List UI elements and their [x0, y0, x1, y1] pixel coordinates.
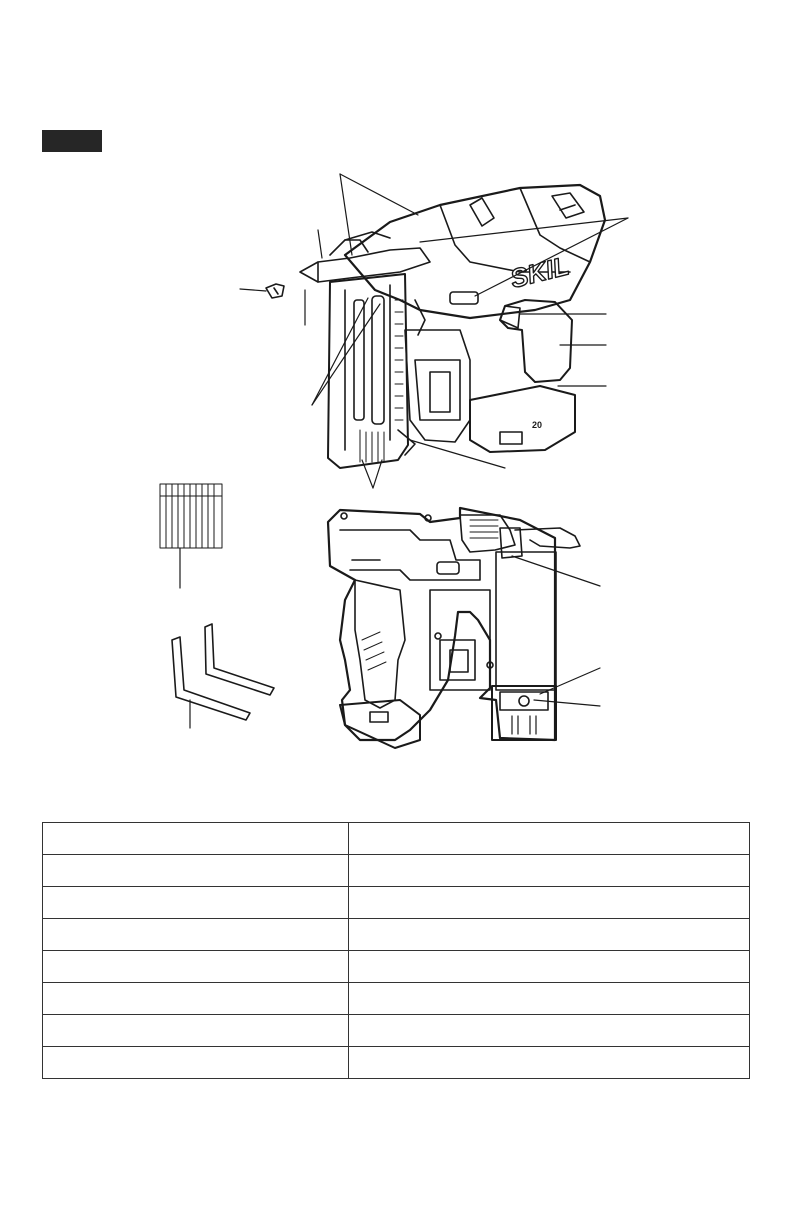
table-row — [43, 983, 750, 1015]
battery-mark: 20 — [532, 420, 543, 430]
table-cell-label — [43, 855, 349, 887]
table-cell-label — [43, 1047, 349, 1079]
table-row — [43, 1015, 750, 1047]
nailer-side-view — [328, 508, 580, 748]
table-row — [43, 919, 750, 951]
table-cell-value — [349, 1047, 750, 1079]
table-cell-label — [43, 1015, 349, 1047]
table-cell-value — [349, 1015, 750, 1047]
nail-strip — [160, 484, 222, 588]
table-row — [43, 855, 750, 887]
table-cell-label — [43, 951, 349, 983]
table-row — [43, 951, 750, 983]
spec-table — [42, 822, 750, 1079]
table-cell-value — [349, 919, 750, 951]
brand-logo: SKIL — [507, 250, 572, 294]
table-row — [43, 887, 750, 919]
table-cell-value — [349, 887, 750, 919]
table-cell-label — [43, 887, 349, 919]
table-cell-value — [349, 951, 750, 983]
table-cell-label — [43, 983, 349, 1015]
table-cell-label — [43, 919, 349, 951]
table-row — [43, 1047, 750, 1079]
nailer-top-view — [300, 185, 605, 468]
table-cell-label — [43, 823, 349, 855]
table-cell-value — [349, 823, 750, 855]
no-mar-tip — [266, 284, 284, 298]
table-cell-value — [349, 983, 750, 1015]
table-row — [43, 823, 750, 855]
hex-keys — [172, 624, 274, 728]
table-cell-value — [349, 855, 750, 887]
